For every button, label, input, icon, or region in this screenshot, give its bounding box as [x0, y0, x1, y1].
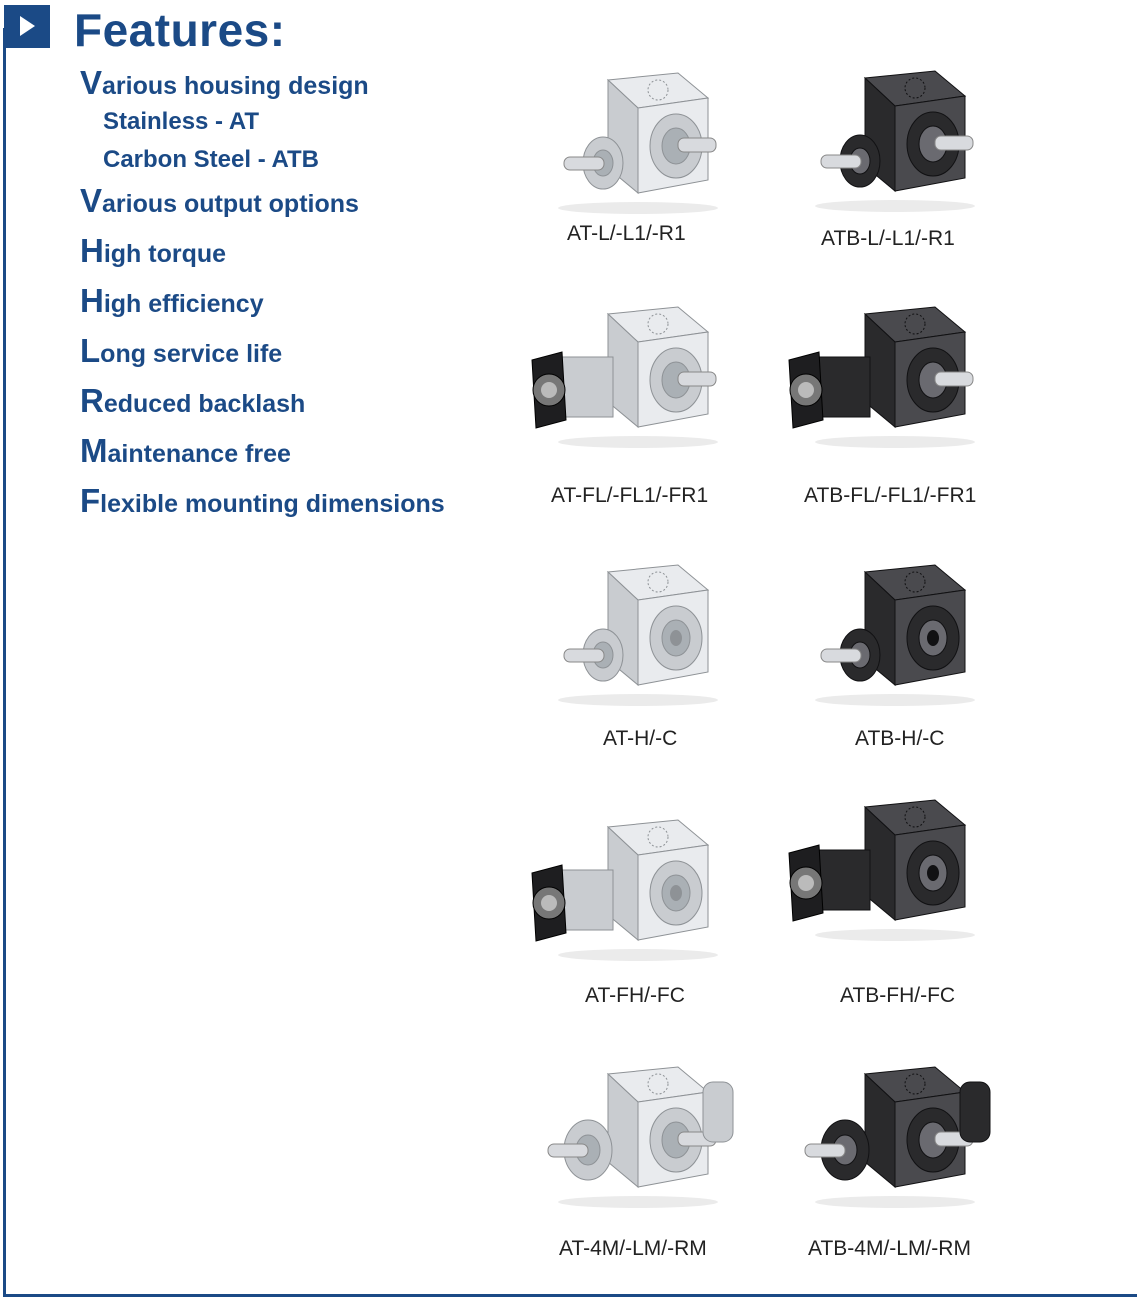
feature-item: Various output options [80, 182, 359, 219]
product-label: AT-FL/-FL1/-FR1 [551, 484, 709, 507]
product-label: ATB-4M/-LM/-RM [808, 1237, 971, 1260]
product-label: ATB-FL/-FL1/-FR1 [804, 484, 977, 507]
product-label: ATB-L/-L1/-R1 [821, 227, 955, 250]
gearbox-image [775, 1062, 1015, 1212]
gearbox-image [518, 815, 758, 965]
feature-subitem: Carbon Steel - ATB [103, 146, 320, 173]
features-list [80, 66, 445, 517]
gearbox-image [518, 560, 758, 710]
gearbox-image [775, 66, 1015, 216]
product-label: AT-H/-C [603, 727, 678, 750]
gearbox-image [775, 560, 1015, 710]
product-label: ATB-FH/-FC [840, 984, 956, 1007]
feature-item: Flexible mounting dimensions [80, 482, 445, 519]
feature-item: High torque [80, 232, 227, 269]
feature-item: Maintenance free [80, 432, 291, 469]
gearbox-image [775, 795, 1015, 945]
play-arrow-icon [4, 5, 50, 48]
feature-item: High efficiency [80, 282, 264, 319]
gearbox-image [518, 302, 758, 452]
bottom-border-rule [3, 1294, 1137, 1297]
page-title: Features: [74, 4, 286, 56]
left-border-rule [3, 28, 6, 1296]
product-label: AT-FH/-FC [585, 984, 685, 1007]
product-label: AT-L/-L1/-R1 [567, 222, 686, 245]
gearbox-image [775, 302, 1015, 452]
feature-item: Reduced backlash [80, 382, 306, 419]
product-label: ATB-H/-C [855, 727, 945, 750]
gearbox-image [518, 1062, 758, 1212]
feature-subitem: Stainless - AT [103, 108, 260, 135]
gearbox-image [518, 68, 758, 218]
product-label: AT-4M/-LM/-RM [559, 1237, 707, 1260]
feature-item: Various housing design Stainless - AT Carbon Steel - ATB [80, 66, 445, 172]
feature-item: Long service life [80, 332, 283, 369]
